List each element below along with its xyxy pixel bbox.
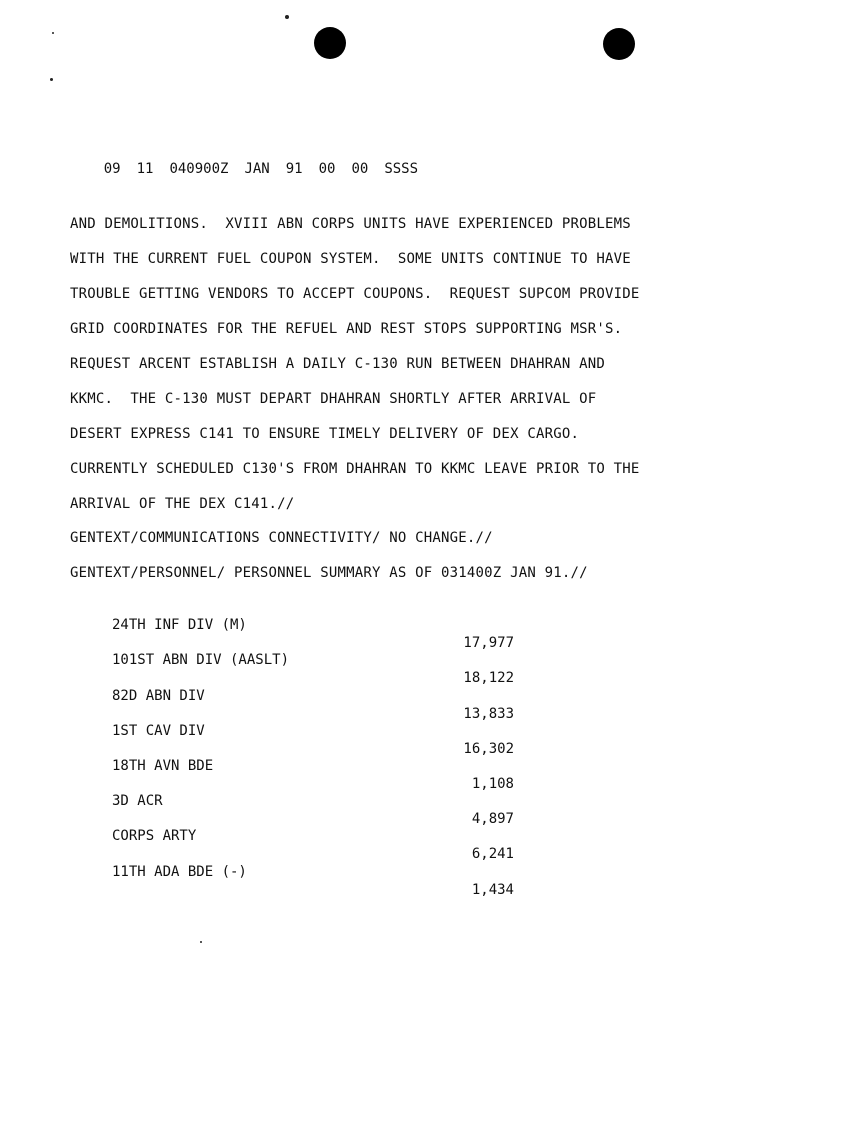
body-line: GENTEXT/COMMUNICATIONS CONNECTIVITY/ NO CHANGE.// xyxy=(70,530,493,546)
header-field: 09 xyxy=(103,161,121,177)
unit-count: 1,108 xyxy=(471,776,514,792)
header-field: 00 xyxy=(318,161,336,177)
unit-count: 6,241 xyxy=(471,846,514,862)
unit-name: 101ST ABN DIV (AASLT) xyxy=(112,652,290,668)
unit-count: 4,897 xyxy=(471,811,514,827)
unit-name: 82D ABN DIV xyxy=(112,688,205,704)
unit-name: 18TH AVN BDE xyxy=(112,758,214,774)
header-field: 91 xyxy=(285,161,303,177)
speck xyxy=(52,32,54,34)
unit-name: 1ST CAV DIV xyxy=(112,723,205,739)
unit-name: 3D ACR xyxy=(112,793,163,809)
speck xyxy=(50,78,53,81)
unit-count: 18,122 xyxy=(463,670,514,686)
body-line: WITH THE CURRENT FUEL COUPON SYSTEM. SOME UNITS CONTINUE TO HAVE xyxy=(70,251,631,267)
body-line: ARRIVAL OF THE DEX C141.// xyxy=(70,496,295,512)
body-line: KKMC. THE C-130 MUST DEPART DHAHRAN SHORTLY AFTER ARRIVAL OF xyxy=(70,391,597,407)
speck xyxy=(200,941,202,943)
message-header xyxy=(70,145,434,193)
body-line: CURRENTLY SCHEDULED C130'S FROM DHAHRAN TO KKMC LEAVE PRIOR TO THE xyxy=(70,461,640,477)
unit-count: 1,434 xyxy=(471,882,514,898)
unit-name: 24TH INF DIV (M) xyxy=(112,617,247,633)
header-field: JAN xyxy=(244,161,270,177)
header-field: 11 xyxy=(136,161,154,177)
unit-count: 13,833 xyxy=(463,706,514,722)
body-line: DESERT EXPRESS C141 TO ENSURE TIMELY DELIVERY OF DEX CARGO. xyxy=(70,426,580,442)
punch-hole-right xyxy=(603,28,635,60)
body-line: REQUEST ARCENT ESTABLISH A DAILY C-130 RUN BETWEEN DHAHRAN AND xyxy=(70,356,605,372)
body-line: TROUBLE GETTING VENDORS TO ACCEPT COUPONS. REQUEST SUPCOM PROVIDE xyxy=(70,286,640,302)
body-line: GRID COORDINATES FOR THE REFUEL AND REST STOPS SUPPORTING MSR'S. xyxy=(70,321,623,337)
body-line: GENTEXT/PERSONNEL/ PERSONNEL SUMMARY AS OF 031400Z JAN 91.// xyxy=(70,565,588,581)
punch-hole-left xyxy=(314,27,346,59)
body-line: AND DEMOLITIONS. XVIII ABN CORPS UNITS HAVE EXPERIENCED PROBLEMS xyxy=(70,216,631,232)
unit-count: 17,977 xyxy=(463,635,514,651)
unit-name: CORPS ARTY xyxy=(112,828,197,844)
header-field: 00 xyxy=(351,161,369,177)
header-field: SSSS xyxy=(384,161,419,177)
unit-name: 11TH ADA BDE (-) xyxy=(112,864,247,880)
unit-count: 16,302 xyxy=(463,741,514,757)
header-field: 040900Z xyxy=(169,161,229,177)
speck xyxy=(285,15,289,19)
